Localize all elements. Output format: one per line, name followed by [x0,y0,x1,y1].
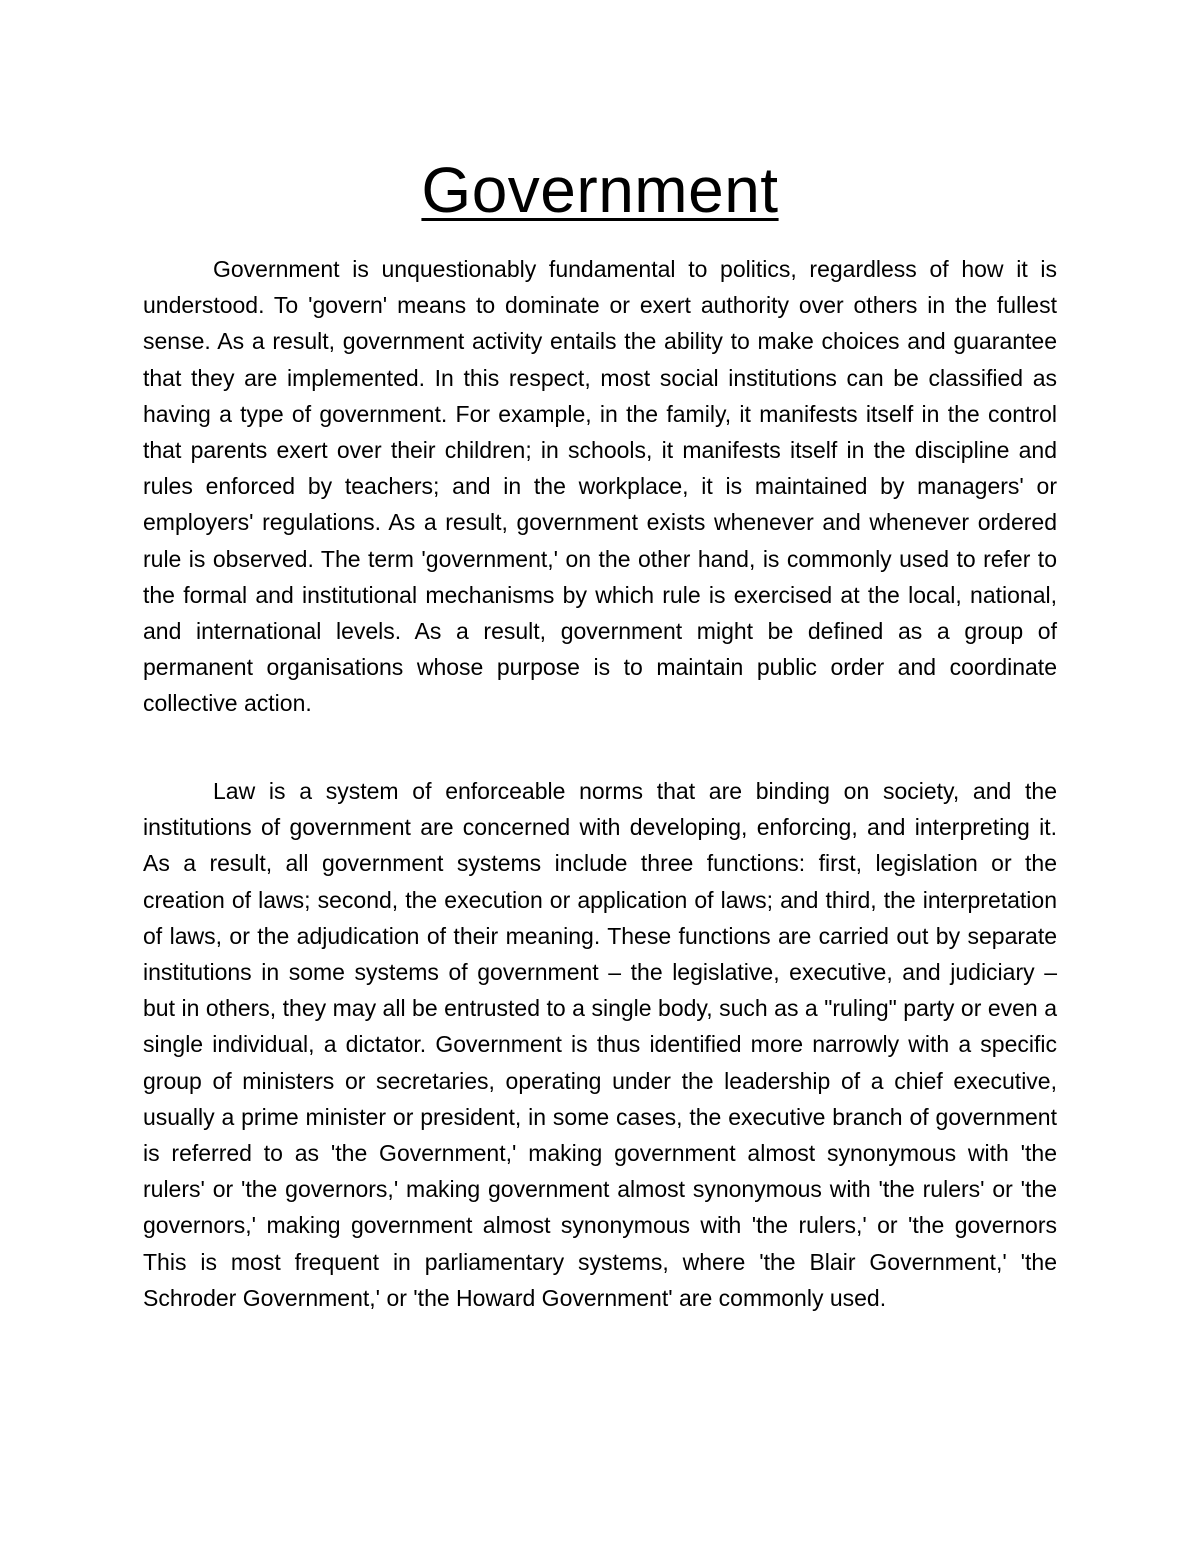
paragraph-2: Law is a system of enforceable norms that are binding on society, and the institutions of government are concerned with developing, enforcing, and interpreting it. As a result, all government systems include three functions: first, legislation or the creation of laws; second, the execution or application of laws; and third, the interpretation of laws, or the adjudication of their meaning. These functions are carried out by separate institutions in some systems of government – the legislative, executive, and judiciary – but in others, they may all be entrusted to a single body, such as a "ruling" party or even a single individual, a dictator. Government is thus identified more narrowly with a specific group of ministers or secretaries, operating under the leadership of a chief executive, usually a prime minister or president, in some cases, the executive branch of government is referred to as 'the Government,' making government almost synonymous with 'the rulers' or 'the governors,' making government almost synonymous with 'the rulers' or 'the governors,' making government almost synonymous with 'the rulers,' or 'the governors This is most frequent in parliamentary systems, where 'the Blair Government,' 'the Schroder Government,' or 'the Howard Government' are commonly used. [143,778,1057,1311]
document-title: Government [421,154,779,226]
paragraph-1: Government is unquestionably fundamental to politics, regardless of how it is understood. To 'govern' means to dominate or exert authority over others in the fullest sense. As a result, government activity entails the ability to make choices and guarantee that they are implemented. In this respect, most social institutions can be classified as having a type of government. For example, in the family, it manifests itself in the control that parents exert over their children; in schools, it manifests itself in the discipline and rules enforced by teachers; and in the workplace, it is maintained by managers' or employers' regulations. As a result, government exists whenever and whenever ordered rule is observed. The term 'government,' on the other hand, is commonly used to refer to the formal and institutional mechanisms by which rule is exercised at the local, national, and international levels. As a result, government might be defined as a group of permanent organisations whose purpose is to maintain public order and coordinate collective action. [143,256,1057,717]
